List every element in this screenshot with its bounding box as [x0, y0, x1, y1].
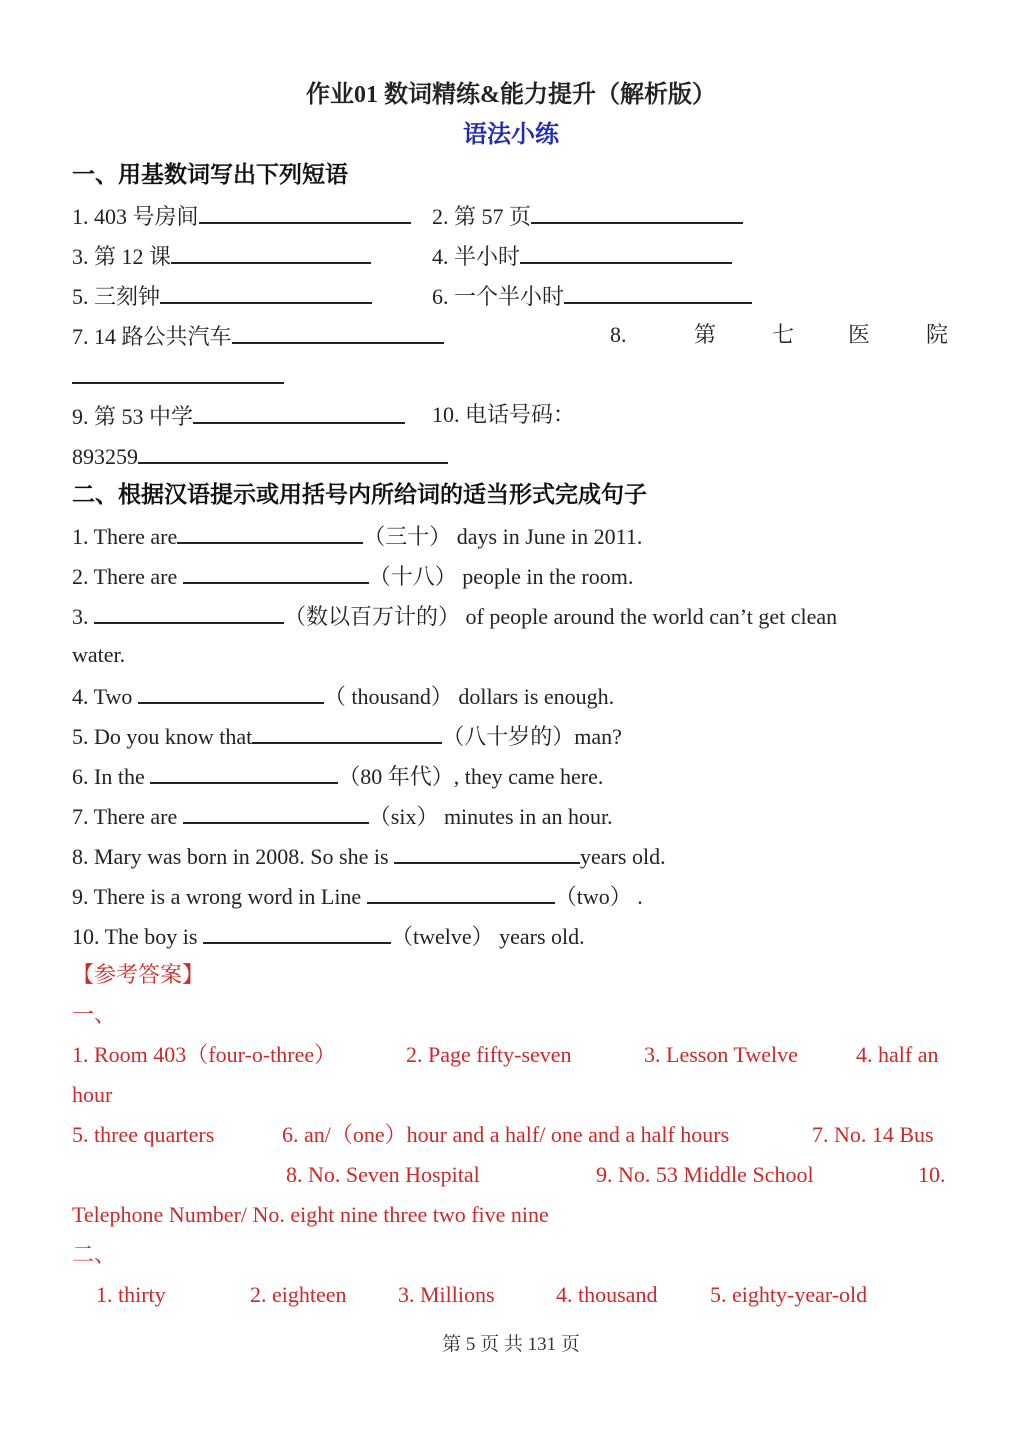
answer-2-3: 3. Millions [398, 1282, 495, 1307]
s2-sentence-6: 6. In the （80 年代）, they came here. [72, 760, 603, 792]
answer-1-3: 3. Lesson Twelve [644, 1042, 798, 1067]
answer-blank[interactable] [564, 280, 752, 304]
answer-blank[interactable] [520, 240, 732, 264]
s2-sentence-10: 10. The boy is （twelve） years old. [72, 920, 585, 952]
answer-blank[interactable] [171, 240, 371, 264]
answer-2-2: 2. eighteen [250, 1282, 347, 1307]
answer-blank[interactable] [160, 280, 372, 304]
page-subtitle: 语法小练 [463, 122, 559, 148]
answer-blank[interactable] [183, 560, 369, 584]
s1-question-4: 4. 半小时 [432, 240, 732, 272]
answer-1-8: 8. No. Seven Hospital [286, 1162, 480, 1187]
answers-heading: 【参考答案】 [72, 962, 205, 987]
answer-1-4-wrap: hour [72, 1082, 113, 1107]
page-footer: 第 5 页 共 131 页 [442, 1334, 580, 1355]
s1-question-8-char: 第 [694, 322, 717, 347]
answer-blank[interactable] [232, 320, 444, 344]
s1-question-1: 1. 403 号房间 [72, 200, 411, 232]
answers-part1-label: 一、 [72, 1002, 117, 1027]
s2-sentence-3-wrap: water. [72, 642, 126, 667]
s2-sentence-5: 5. Do you know that （八十岁的）man? [72, 720, 622, 752]
answer-1-4: 4. half an [856, 1042, 939, 1067]
answer-blank[interactable] [183, 800, 369, 824]
answer-blank[interactable] [72, 360, 284, 384]
s2-sentence-7: 7. There are （six） minutes in an hour. [72, 800, 613, 832]
s1-question-7: 7. 14 路公共汽车 [72, 320, 444, 352]
s1-question-10-number: 893259 [72, 440, 448, 472]
s2-sentence-9: 9. There is a wrong word in Line （two） . [72, 880, 643, 912]
answer-blank[interactable] [531, 200, 743, 224]
s1-question-5: 5. 三刻钟 [72, 280, 372, 312]
s1-question-8-char: 院 [926, 322, 949, 347]
answer-blank[interactable] [193, 400, 405, 424]
answer-blank[interactable] [150, 760, 338, 784]
s1-question-8-num: 8. [610, 322, 627, 347]
s2-sentence-3: 3. （数以百万计的） of people around the world can’t get clean [72, 600, 950, 632]
answer-blank[interactable] [252, 720, 442, 744]
s1-question-8-blank [72, 360, 284, 392]
s2-sentence-8: 8. Mary was born in 2008. So she is years old. [72, 840, 666, 872]
section2-heading: 二、根据汉语提示或用括号内所给词的适当形式完成句子 [72, 482, 647, 507]
page-title: 作业01 数词精练&能力提升（解析版） [306, 82, 716, 108]
answer-1-2: 2. Page fifty-seven [406, 1042, 572, 1067]
answer-2-5: 5. eighty-year-old [710, 1282, 868, 1307]
s1-question-8-char: 七 [772, 322, 795, 347]
answer-blank[interactable] [138, 440, 448, 464]
s1-question-3: 3. 第 12 课 [72, 240, 371, 272]
s2-sentence-2: 2. There are （十八） people in the room. [72, 560, 633, 592]
answer-2-1: 1. thirty [96, 1282, 166, 1307]
answer-1-1: 1. Room 403（four-o-three） [72, 1042, 337, 1067]
s1-question-6: 6. 一个半小时 [432, 280, 752, 312]
answer-blank[interactable] [394, 840, 580, 864]
s1-question-10: 10. 电话号码： [432, 402, 576, 427]
s2-sentence-1: 1. There are （三十） days in June in 2011. [72, 520, 642, 552]
s1-question-8-char: 医 [848, 322, 871, 347]
answer-blank[interactable] [94, 600, 284, 624]
answer-blank[interactable] [138, 680, 324, 704]
answer-blank[interactable] [367, 880, 555, 904]
s1-question-2: 2. 第 57 页 [432, 200, 743, 232]
answer-blank[interactable] [177, 520, 363, 544]
answer-1-10: 10. [918, 1162, 946, 1187]
answer-2-4: 4. thousand [556, 1282, 658, 1307]
answer-1-10-wrap: Telephone Number/ No. eight nine three two five nine [72, 1202, 549, 1227]
s1-question-9: 9. 第 53 中学 [72, 400, 405, 432]
answer-blank[interactable] [199, 200, 411, 224]
answer-1-7: 7. No. 14 Bus [812, 1122, 934, 1147]
answer-1-9: 9. No. 53 Middle School [596, 1162, 814, 1187]
s2-sentence-4: 4. Two （ thousand） dollars is enough. [72, 680, 614, 712]
answer-blank[interactable] [203, 920, 391, 944]
section1-heading: 一、用基数词写出下列短语 [72, 162, 348, 187]
answer-1-6: 6. an/（one）hour and a half/ one and a half hours [282, 1122, 730, 1147]
answers-part2-label: 二、 [72, 1242, 117, 1267]
answer-1-5: 5. three quarters [72, 1122, 215, 1147]
